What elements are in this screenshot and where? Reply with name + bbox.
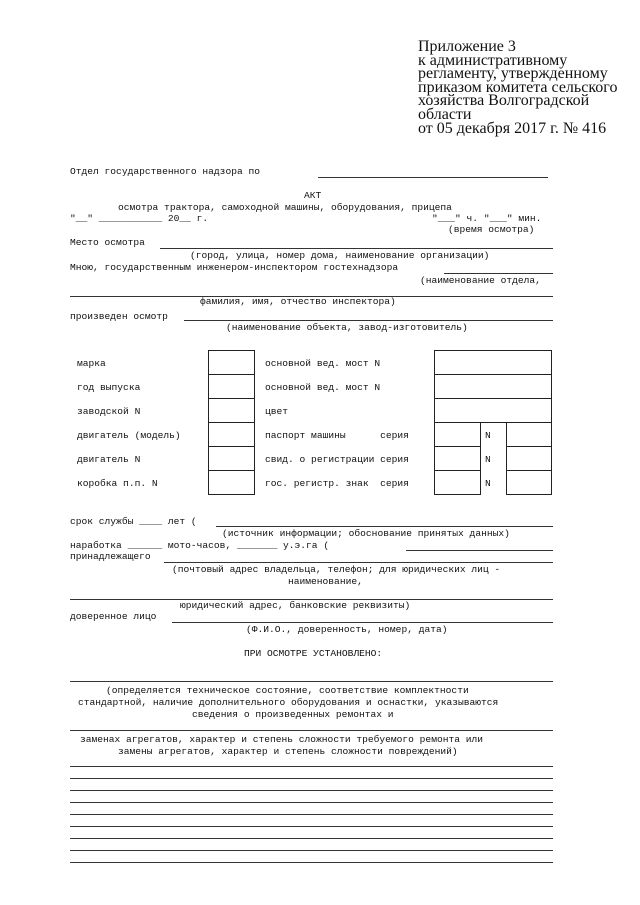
n-label: N	[485, 478, 491, 489]
trustee-label: доверенное лицо	[70, 611, 157, 622]
grid-label-engine-model: двигатель (модель)	[77, 430, 181, 441]
service-hint: (источник информации; обоснование принятых данных)	[222, 528, 510, 539]
established-field-1[interactable]	[70, 681, 553, 682]
owner-hint-1: (почтовый адрес владельца, телефон; для юридических лиц -	[172, 564, 501, 575]
grid-label-registration: свид. о регистрации серия	[265, 454, 409, 465]
hours-label: наработка ______ мото-часов, _______ у.э.га (	[70, 540, 330, 551]
time-field[interactable]: "___" ч. "___" мин.	[432, 213, 542, 224]
fio-hint: фамилия, имя, отчество инспектора)	[200, 296, 396, 307]
grid-label-factory-n: заводской N	[77, 406, 141, 417]
header-line: области	[418, 105, 472, 123]
place-field[interactable]	[160, 248, 553, 249]
established-line[interactable]	[70, 766, 553, 767]
object-label: произведен осмотр	[70, 311, 168, 322]
est-hint-5: замены агрегатов, характер и степень сложности повреждений)	[118, 746, 458, 757]
inspector-field[interactable]	[444, 273, 553, 274]
established-line[interactable]	[70, 838, 553, 839]
established-line[interactable]	[70, 862, 553, 863]
owner-field[interactable]	[164, 562, 553, 563]
place-hint: (город, улица, номер дома, наименование организации)	[190, 250, 490, 261]
header-line: Приложение 3	[418, 38, 516, 55]
grid-label-engine-n: двигатель N	[77, 454, 141, 465]
est-hint-4: заменах агрегатов, характер и степень сложности требуемого ремонта или	[80, 734, 484, 745]
grid-cell-axle-1[interactable]	[434, 350, 552, 375]
inspector-label: Мною, государственным инженером-инспектором гостехнадзора	[70, 262, 399, 273]
grid-cell-gearbox-n[interactable]	[208, 470, 255, 495]
established-line[interactable]	[70, 814, 553, 815]
grid-cell-year[interactable]	[208, 374, 255, 399]
grid-cell-registration-n[interactable]	[506, 446, 552, 471]
established-title: ПРИ ОСМОТРЕ УСТАНОВЛЕНО:	[244, 648, 383, 659]
time-hint: (время осмотра)	[448, 224, 535, 235]
grid-label-axle-1: основной вед. мост N	[265, 358, 381, 369]
header-line: от 05 декабря 2017 г. № 416	[418, 119, 607, 137]
established-line[interactable]	[70, 826, 553, 827]
established-line[interactable]	[70, 802, 553, 803]
owner-hint-3: юридический адрес, банковские реквизиты)	[180, 600, 411, 611]
header-line: приказом комитета сельского	[418, 78, 618, 96]
grid-cell-passport-n[interactable]	[506, 422, 552, 447]
n-label: N	[485, 454, 491, 465]
owner-hint-2: наименование,	[288, 576, 363, 587]
grid-cell-engine-n[interactable]	[208, 446, 255, 471]
trustee-field[interactable]	[172, 622, 553, 623]
place-label: Место осмотра	[70, 237, 145, 248]
grid-label-gearbox-n: коробка п.п. N	[77, 478, 158, 489]
grid-label-brand: марка	[77, 358, 106, 369]
act-subtitle: осмотра трактора, самоходной машины, оборудования, прицепа	[118, 202, 452, 213]
date-field[interactable]: "__" ___________ 20__ г.	[70, 213, 209, 224]
established-line[interactable]	[70, 850, 553, 851]
grid-label-passport: паспорт машины серия	[265, 430, 409, 441]
grid-label-year: год выпуска	[77, 382, 141, 393]
n-label: N	[485, 430, 491, 441]
grid-cell-axle-2[interactable]	[434, 374, 552, 399]
established-field-2[interactable]	[70, 730, 553, 731]
grid-label-color: цвет	[265, 406, 289, 417]
grid-label-plate: гос. регистр. знак серия	[265, 478, 409, 489]
grid-cell-registration-series[interactable]	[434, 446, 481, 471]
object-field[interactable]	[184, 320, 553, 321]
grid-cell-passport-series[interactable]	[434, 422, 481, 447]
grid-cell-plate-series[interactable]	[434, 470, 481, 495]
grid-cell-plate-n[interactable]	[506, 470, 552, 495]
hours-field[interactable]	[406, 550, 553, 551]
grid-cell-engine-model[interactable]	[208, 422, 255, 447]
header-line: хозяйства Волгоградской	[418, 92, 590, 110]
appendix-header	[418, 40, 617, 135]
service-field[interactable]	[216, 526, 553, 527]
header-line: регламенту, утвержденному	[418, 65, 608, 83]
est-hint-2: стандартной, наличие дополнительного оборудования и оснастки, указываются	[78, 697, 499, 708]
established-line[interactable]	[70, 778, 553, 779]
grid-label-axle-2: основной вед. мост N	[265, 382, 381, 393]
grid-cell-color[interactable]	[434, 398, 552, 423]
service-label: срок службы ____ лет (	[70, 516, 197, 527]
established-line[interactable]	[70, 790, 553, 791]
owner-label: принадлежащего	[70, 551, 151, 562]
trustee-hint: (Ф.И.О., доверенность, номер, дата)	[246, 624, 448, 635]
act-title: АКТ	[304, 190, 322, 201]
dept-hint: (наименование отдела,	[420, 275, 541, 286]
est-hint-1: (определяется техническое состояние, соответствие комплектности	[106, 685, 469, 696]
header-line: к административному	[418, 51, 568, 69]
grid-cell-brand[interactable]	[208, 350, 255, 375]
dept-field[interactable]	[318, 177, 548, 178]
dept-label: Отдел государственного надзора по	[70, 166, 260, 177]
object-hint: (наименование объекта, завод-изготовитель)	[226, 322, 468, 333]
est-hint-3: сведения о произведенных ремонтах и	[192, 709, 394, 720]
grid-cell-factory-n[interactable]	[208, 398, 255, 423]
